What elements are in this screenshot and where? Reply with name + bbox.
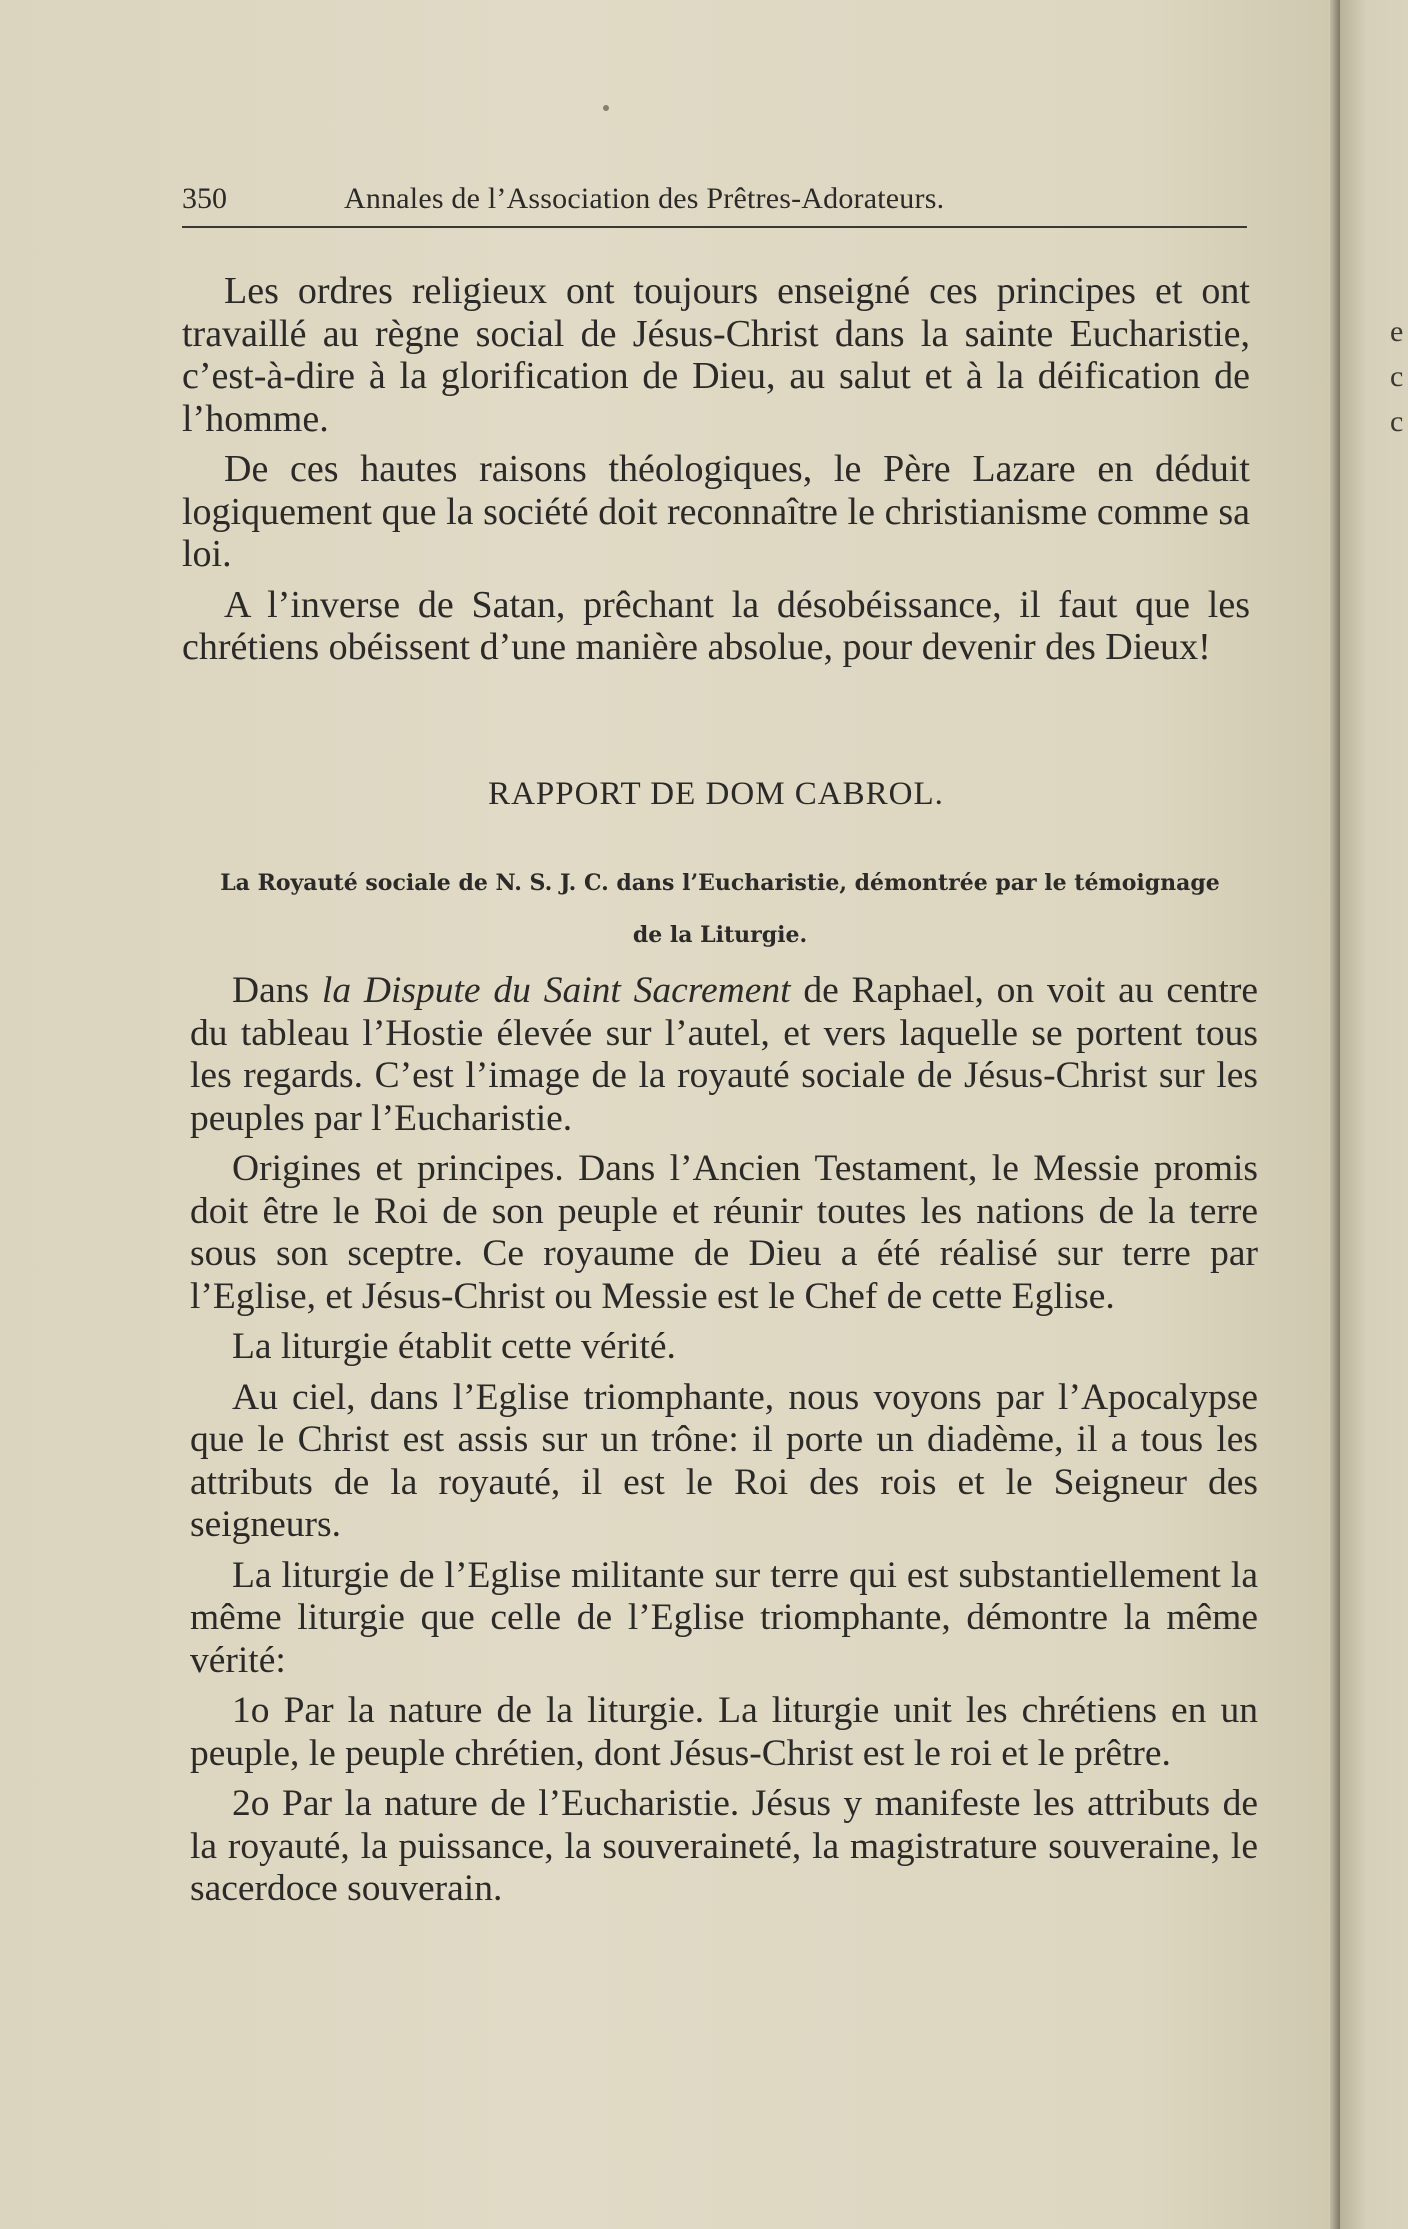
artwork-title: la Dispute du Saint Sacrement: [321, 970, 791, 1011]
section-subtitle: La Royauté sociale de N. S. J. C. dans l’Eucharistie, démontrée par le témoignage de la Liturgie.: [220, 870, 1220, 948]
intro-paragraph: [190, 970, 1258, 1140]
paragraph: 1o Par la nature de la liturgie. La liturgie unit les chrétiens en un peuple, le peuple chrétien, dont Jésus-Christ est le roi et le prêtre.: [190, 1690, 1258, 1774]
paragraph: 2o Par la nature de l’Eucharistie. Jésus y manifeste les attributs de la royauté, la puissance, la souveraineté, la magistrature souveraine, le sacerdoce souverain.: [190, 1783, 1258, 1909]
report-text: [190, 970, 1258, 1919]
opening-text: [182, 270, 1250, 677]
book-gutter: [1330, 0, 1340, 2229]
paragraph: La liturgie de l’Eglise militante sur terre qui est substantiellement la même liturgie que celle de l’Eglise triomphante, démontre la même vérité:: [190, 1554, 1258, 1681]
paragraph: Les ordres religieux ont toujours enseigné ces principes et ont travaillé au règne social de Jésus-Christ dans la sainte Eucharistie, c’est-à-dire à la glorification de Dieu, au salut et à la déification de l’homme.: [182, 270, 1250, 440]
paragraph: La liturgie établit cette vérité.: [232, 1326, 676, 1367]
facing-page-fragment: e: [1390, 315, 1404, 348]
paragraph: Origines et principes. Dans l’Ancien Testament, le Messie promis doit être le Roi de son peuple et réunir toutes les nations de la terre sous son sceptre. Ce royaume de Dieu a été réalisé sur terre par l’Eglise, et Jésus-Christ ou Messie est le Chef de cette Eglise.: [190, 1148, 1258, 1317]
page-number: 350: [182, 182, 227, 215]
intro-text-before: Dans: [232, 970, 322, 1011]
running-title: Annales de l’Association des Prêtres-Adorateurs.: [344, 182, 945, 215]
facing-page-fragment: c: [1390, 360, 1404, 393]
page-header: [182, 180, 1247, 228]
paragraph: Au ciel, dans l’Eglise triomphante, nous voyons par l’Apocalypse que le Christ est assis sur un trône: il porte un diadème, il a tous les attributs de la royauté, il est le Roi des rois et le Seigneur des seigneurs.: [190, 1376, 1258, 1545]
print-speck: [603, 105, 609, 111]
paragraph: A l’inverse de Satan, prêchant la désobéissance, il faut que les chrétiens obéissent d’une manière absolue, pour devenir des Dieux!: [182, 583, 1250, 668]
section-title: RAPPORT DE DOM CABROL.: [488, 776, 944, 812]
paragraph: De ces hautes raisons théologiques, le Père Lazare en déduit logiquement que la société doit reconnaître le christianisme comme sa loi.: [182, 448, 1250, 575]
intro-text-after: de Raphael, on voit au centre du tableau l’Hostie élevée sur l’autel, et vers laquelle se portent tous les regards. C’est l’image de la royauté sociale de Jésus-Christ sur les peuples par l’Eucharistie.: [190, 970, 1258, 1139]
facing-page-fragment: c: [1390, 405, 1404, 438]
